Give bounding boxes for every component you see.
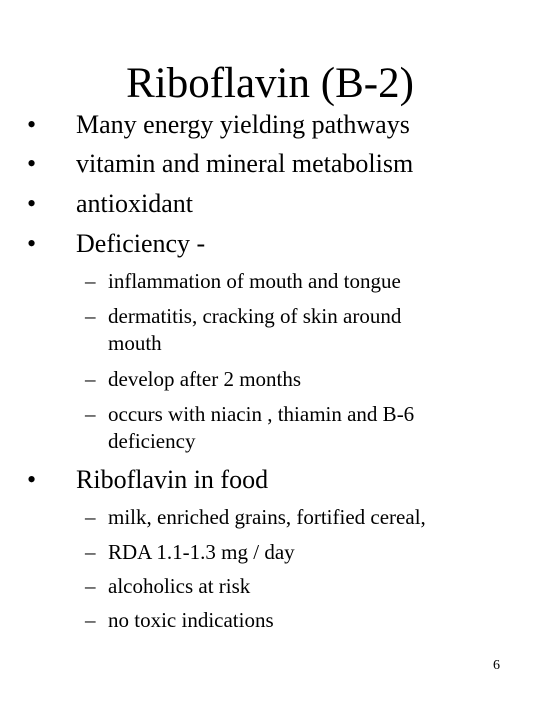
food-sub-bullet-text: milk, enriched grains, fortified cereal,: [108, 505, 426, 529]
bullet-text: Riboflavin in food: [76, 465, 269, 494]
sub-bullet-line: occurs with niacin , thiamin and B-6: [108, 402, 415, 426]
bullet-text: Many energy yielding pathways: [76, 110, 410, 139]
dash-marker: –: [85, 608, 96, 632]
sub-bullet-line: mouth: [108, 331, 162, 355]
dash-marker: –: [85, 540, 96, 564]
sub-bullet-line: inflammation of mouth and tongue: [108, 269, 401, 293]
bullet-text: antioxidant: [76, 189, 193, 218]
dash-marker: –: [85, 505, 96, 529]
page-number: 6: [493, 658, 500, 673]
dash-marker: –: [85, 367, 96, 391]
dash-marker: –: [85, 304, 96, 328]
bullet-marker: •: [27, 229, 37, 258]
bullet-marker: •: [27, 465, 37, 494]
sub-bullet-line: dermatitis, cracking of skin around: [108, 304, 402, 328]
food-sub-bullet-text: no toxic indications: [108, 608, 274, 632]
sub-bullet-text: [108, 366, 508, 393]
dash-marker: –: [85, 269, 96, 293]
sub-bullet-text: [108, 401, 508, 455]
food-sub-bullet-text: alcoholics at risk: [108, 574, 251, 598]
sub-bullet-line: deficiency: [108, 429, 196, 453]
dash-marker: –: [85, 402, 96, 426]
bullet-text: vitamin and mineral metabolism: [76, 149, 414, 178]
slide-title: Riboflavin (B-2): [126, 60, 414, 107]
sub-bullet-text: [108, 303, 508, 357]
bullet-marker: •: [27, 149, 37, 178]
bullet-marker: •: [27, 110, 37, 139]
dash-marker: –: [85, 574, 96, 598]
food-sub-bullet-text: RDA 1.1-1.3 mg / day: [108, 540, 295, 564]
bullet-text: Deficiency -: [76, 229, 206, 258]
sub-bullet-line: develop after 2 months: [108, 367, 302, 391]
sub-bullet-text: [108, 268, 508, 295]
bullet-marker: •: [27, 189, 37, 218]
